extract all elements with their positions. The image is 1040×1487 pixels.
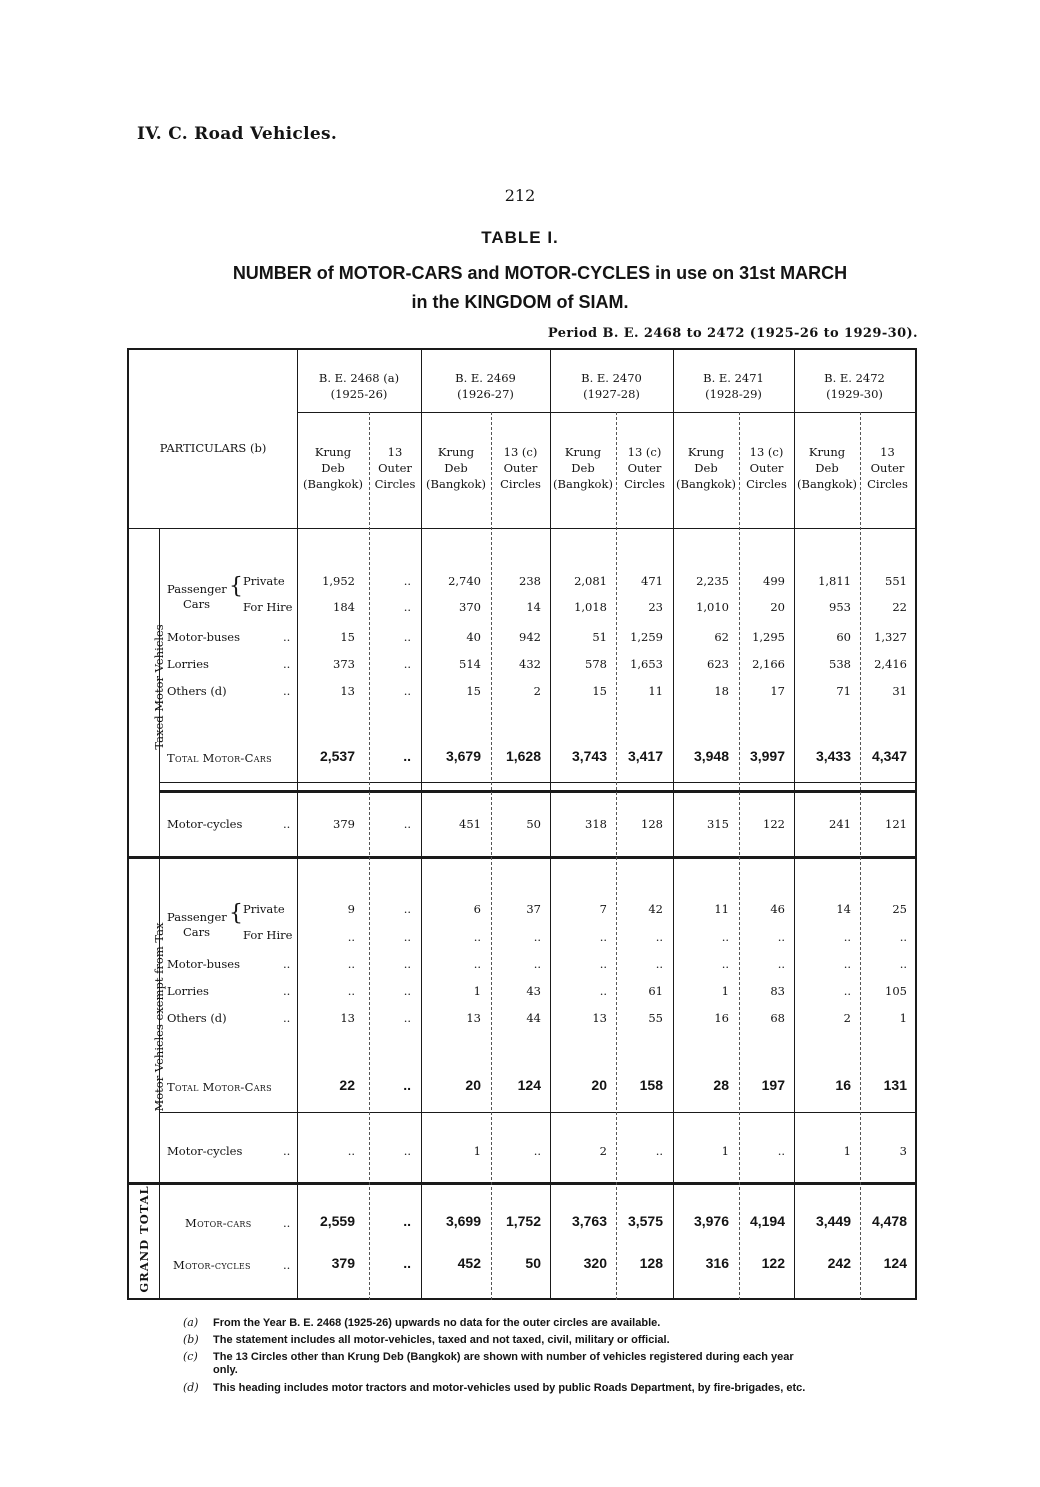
table-cell: .. xyxy=(721,957,729,971)
leader-dots: .. xyxy=(283,817,291,831)
row-label-total-motor-cars: Total Motor-Cars xyxy=(167,1080,272,1094)
table-cell: 13 xyxy=(592,1011,607,1025)
table-cell: 3,976 xyxy=(693,1213,729,1229)
table-cell: 3,417 xyxy=(627,748,663,764)
table-cell: 3,997 xyxy=(749,748,785,764)
table-cell: 37 xyxy=(526,902,541,916)
row-label-passenger: Passenger xyxy=(167,910,227,924)
table-cell: .. xyxy=(777,930,785,944)
table-cell: 15 xyxy=(340,630,355,644)
row-label-for-hire: For Hire xyxy=(243,928,293,942)
table-cell: 25 xyxy=(892,902,907,916)
table-cell: .. xyxy=(403,957,411,971)
subcol-header: Krung Deb (Bangkok) xyxy=(553,445,613,491)
table-cell: 238 xyxy=(519,574,541,588)
table-cell: 18 xyxy=(714,684,729,698)
table-cell: .. xyxy=(533,957,541,971)
table-cell: 1 xyxy=(721,1144,729,1158)
brace-icon: { xyxy=(229,901,243,926)
table-cell: .. xyxy=(655,957,663,971)
table-cell: 40 xyxy=(466,630,481,644)
table-cell: .. xyxy=(403,684,411,698)
group-label-exempt: Motor Vehicles exempt from Tax xyxy=(152,922,166,1112)
table-heading-line2: in the KINGDOM of SIAM. xyxy=(411,292,629,312)
col-rule xyxy=(369,412,370,1300)
table-cell: .. xyxy=(347,930,355,944)
table-cell: 1 xyxy=(473,984,481,998)
table-cell: 13 xyxy=(340,1011,355,1025)
table-cell: 60 xyxy=(836,630,851,644)
table-cell: 514 xyxy=(459,657,481,671)
table-cell: 61 xyxy=(648,984,663,998)
table-cell: .. xyxy=(533,930,541,944)
table-cell: .. xyxy=(403,630,411,644)
table-cell: 3,433 xyxy=(815,748,851,764)
table-cell: 242 xyxy=(827,1255,851,1271)
exempt-section-rule xyxy=(129,1182,915,1185)
table-cell: 4,347 xyxy=(871,748,907,764)
taxed-section-rule xyxy=(129,856,915,859)
row-label-motor-buses: Motor-buses xyxy=(167,630,241,644)
footnote: only. xyxy=(213,1364,238,1376)
table-cell: 3,763 xyxy=(571,1213,607,1229)
table-cell: 16 xyxy=(835,1077,851,1093)
table-cell: 315 xyxy=(707,817,729,831)
table-cell: 3,743 xyxy=(571,748,607,764)
table-cell: .. xyxy=(403,930,411,944)
col-rule xyxy=(491,412,492,1300)
row-label-lorries: Lorries xyxy=(167,984,209,998)
table-cell: 13 xyxy=(340,684,355,698)
table-cell: 15 xyxy=(466,684,481,698)
table-cell: 105 xyxy=(885,984,907,998)
section-title: IV. C. Road Vehicles. xyxy=(137,124,338,144)
table-cell: 122 xyxy=(761,1255,785,1271)
table-cell: .. xyxy=(899,930,907,944)
table-cell: 942 xyxy=(519,630,541,644)
row-label-motor-buses: Motor-buses xyxy=(167,957,241,971)
row-label-lorries: Lorries xyxy=(167,657,209,671)
table-cell: 2 xyxy=(843,1011,851,1025)
year-header-rule xyxy=(297,412,917,413)
table-cell: 2,081 xyxy=(574,574,607,588)
row-label-others: Others (d) xyxy=(167,684,227,698)
table-cell: 379 xyxy=(333,817,355,831)
table-cell: .. xyxy=(403,1255,411,1271)
table-cell: 184 xyxy=(333,600,355,614)
table-cell: 1,952 xyxy=(322,574,355,588)
table-cell: 538 xyxy=(829,657,851,671)
year-header: B. E. 2470 (1927-28) xyxy=(581,371,642,401)
table-cell: 22 xyxy=(892,600,907,614)
table-title: TABLE I. xyxy=(481,228,559,247)
table-cell: .. xyxy=(599,957,607,971)
table-cell: .. xyxy=(843,957,851,971)
subcol-header: 13 (c) Outer Circles xyxy=(624,445,665,491)
leader-dots: .. xyxy=(283,1144,291,1158)
table-cell: 1,018 xyxy=(574,600,607,614)
leader-dots: .. xyxy=(283,684,291,698)
table-cell: .. xyxy=(655,1144,663,1158)
row-label-cars: Cars xyxy=(183,597,211,611)
table-cell: 3,948 xyxy=(693,748,729,764)
table-cell: 44 xyxy=(526,1011,541,1025)
table-cell: 7 xyxy=(599,902,607,916)
table-cell: 316 xyxy=(705,1255,729,1271)
table-cell: .. xyxy=(403,984,411,998)
year-header: B. E. 2471 (1928-29) xyxy=(703,371,764,401)
group-label-taxed: Taxed Motor Vehicles xyxy=(152,624,166,750)
subcol-header: 13 Outer Circles xyxy=(374,445,416,491)
table-cell: .. xyxy=(403,902,411,916)
leader-dots: .. xyxy=(283,957,291,971)
table-cell: .. xyxy=(899,957,907,971)
leader-dots: .. xyxy=(283,657,291,671)
table-cell: 13 xyxy=(466,1011,481,1025)
subcol-header: Krung Deb (Bangkok) xyxy=(303,445,363,491)
row-label-grand-motor-cycles: Motor-cycles xyxy=(173,1258,251,1272)
table-cell: 2,416 xyxy=(874,657,907,671)
row-label-others: Others (d) xyxy=(167,1011,227,1025)
table-cell: .. xyxy=(777,957,785,971)
col-rule xyxy=(616,412,617,1300)
table-cell: 2,166 xyxy=(752,657,785,671)
subcol-header: Krung Deb (Bangkok) xyxy=(797,445,857,491)
table-cell: 15 xyxy=(592,684,607,698)
table-cell: 3,449 xyxy=(815,1213,851,1229)
table-cell: 953 xyxy=(829,600,851,614)
table-cell: 551 xyxy=(885,574,907,588)
table-cell: 1 xyxy=(843,1144,851,1158)
table-cell: 17 xyxy=(770,684,785,698)
table-cell: 31 xyxy=(892,684,907,698)
table-cell: 2 xyxy=(599,1144,607,1158)
table-cell: 1,327 xyxy=(874,630,907,644)
table-cell: .. xyxy=(533,1144,541,1158)
table-cell: 1,811 xyxy=(818,574,851,588)
table-cell: .. xyxy=(347,984,355,998)
table-cell: 241 xyxy=(829,817,851,831)
table-cell: .. xyxy=(403,817,411,831)
table-cell: 124 xyxy=(517,1077,541,1093)
table-cell: 122 xyxy=(763,817,785,831)
table-cell: .. xyxy=(403,748,411,764)
table-cell: 1 xyxy=(721,984,729,998)
table-cell: .. xyxy=(655,930,663,944)
table-cell: 50 xyxy=(526,817,541,831)
leader-dots: .. xyxy=(283,984,291,998)
row-label-private: Private xyxy=(243,902,285,916)
subcol-header: Krung Deb (Bangkok) xyxy=(676,445,736,491)
table-cell: 320 xyxy=(583,1255,607,1271)
footnote: (c) The 13 Circles other than Krung Deb (Bangkok) are shown with number of vehicles registered during each year xyxy=(183,1350,794,1363)
table-cell: 2,740 xyxy=(448,574,481,588)
table-cell: 28 xyxy=(713,1077,729,1093)
table-cell: 20 xyxy=(770,600,785,614)
table-cell: 128 xyxy=(639,1255,663,1271)
table-cell: 4,478 xyxy=(871,1213,907,1229)
table-cell: 23 xyxy=(648,600,663,614)
table-cell: 3,575 xyxy=(627,1213,663,1229)
leader-dots: .. xyxy=(283,1011,291,1025)
table-cell: 1,752 xyxy=(505,1213,541,1229)
table-cell: 46 xyxy=(770,902,785,916)
table-cell: 128 xyxy=(641,817,663,831)
year-header: B. E. 2472 (1929-30) xyxy=(824,371,885,401)
group-label-grand: GRAND TOTAL xyxy=(137,1185,151,1293)
table-cell: 20 xyxy=(465,1077,481,1093)
table-cell: 318 xyxy=(585,817,607,831)
table-cell: 158 xyxy=(639,1077,663,1093)
particulars-header: PARTICULARS (b) xyxy=(159,441,267,455)
table-cell: .. xyxy=(473,930,481,944)
table-cell: .. xyxy=(403,1144,411,1158)
row-label-motor-cycles: Motor-cycles xyxy=(167,817,243,831)
table-cell: .. xyxy=(843,984,851,998)
table-cell: 499 xyxy=(763,574,785,588)
exempt-total-rule xyxy=(159,1112,915,1113)
table-cell: 4,194 xyxy=(749,1213,785,1229)
row-label-total-motor-cars: Total Motor-Cars xyxy=(167,751,272,765)
table-cell: 2,235 xyxy=(696,574,729,588)
table-cell: 623 xyxy=(707,657,729,671)
table-cell: 373 xyxy=(333,657,355,671)
table-cell: .. xyxy=(721,930,729,944)
leader-dots: .. xyxy=(283,1258,291,1272)
leader-dots: .. xyxy=(283,1216,291,1230)
page-number: 212 xyxy=(504,186,536,205)
col-rule xyxy=(739,412,740,1300)
table-cell: 68 xyxy=(770,1011,785,1025)
table-cell: 1 xyxy=(899,1011,907,1025)
taxed-total-rule-double xyxy=(159,790,915,793)
table-cell: 452 xyxy=(457,1255,481,1271)
header-bottom-rule xyxy=(129,528,915,529)
brace-icon: { xyxy=(229,574,243,599)
table-cell: 43 xyxy=(526,984,541,998)
table-cell: .. xyxy=(403,574,411,588)
table-cell: 451 xyxy=(459,817,481,831)
row-label-for-hire: For Hire xyxy=(243,600,293,614)
table-cell: 51 xyxy=(592,630,607,644)
table-cell: 2,537 xyxy=(319,748,355,764)
subcol-header: 13 Outer Circles xyxy=(867,445,908,491)
row-label-cars: Cars xyxy=(183,925,211,939)
period-note: Period B. E. 2468 to 2472 (1925-26 to 1929-30). xyxy=(547,326,918,341)
table-cell: .. xyxy=(403,1213,411,1229)
table-cell: .. xyxy=(599,930,607,944)
table-heading-line1: NUMBER of MOTOR-CARS and MOTOR-CYCLES in use on 31st MARCH xyxy=(232,263,848,283)
table-cell: 22 xyxy=(339,1077,355,1093)
table-cell: 9 xyxy=(347,902,355,916)
table-cell: .. xyxy=(403,600,411,614)
table-cell: .. xyxy=(403,1077,411,1093)
table-cell: 83 xyxy=(770,984,785,998)
table-cell: 1 xyxy=(473,1144,481,1158)
table-cell: 124 xyxy=(883,1255,907,1271)
table-cell: 370 xyxy=(459,600,481,614)
table-cell: .. xyxy=(403,657,411,671)
table-cell: 62 xyxy=(714,630,729,644)
table-cell: 3,699 xyxy=(445,1213,481,1229)
table-cell: 1,653 xyxy=(630,657,663,671)
table-cell: 1,010 xyxy=(696,600,729,614)
table-cell: 2 xyxy=(533,684,541,698)
table-cell: 1,628 xyxy=(505,748,541,764)
table-cell: 42 xyxy=(648,902,663,916)
table-cell: 121 xyxy=(885,817,907,831)
table-cell: .. xyxy=(347,957,355,971)
table-cell: 2,559 xyxy=(319,1213,355,1229)
subcol-header: 13 (c) Outer Circles xyxy=(500,445,541,491)
year-header: B. E. 2469 (1926-27) xyxy=(455,371,516,401)
table-cell: .. xyxy=(473,957,481,971)
col-rule xyxy=(860,412,861,1300)
row-label-grand-motor-cars: Motor-cars xyxy=(185,1216,252,1230)
table-cell: 197 xyxy=(761,1077,785,1093)
row-label-motor-cycles: Motor-cycles xyxy=(167,1144,243,1158)
table-cell: 11 xyxy=(648,684,663,698)
statistics-table xyxy=(127,348,917,1300)
table-cell: 71 xyxy=(836,684,851,698)
footnote: (a) From the Year B. E. 2468 (1925-26) upwards no data for the outer circles are available. xyxy=(183,1316,661,1329)
table-cell: 11 xyxy=(714,902,729,916)
table-cell: 471 xyxy=(641,574,663,588)
table-cell: 6 xyxy=(473,902,481,916)
table-cell: 578 xyxy=(585,657,607,671)
row-label-passenger: Passenger xyxy=(167,582,227,596)
table-cell: 432 xyxy=(519,657,541,671)
table-cell: 379 xyxy=(331,1255,355,1271)
table-cell: 1,295 xyxy=(752,630,785,644)
table-cell: .. xyxy=(403,1011,411,1025)
subcol-header: 13 (c) Outer Circles xyxy=(746,445,787,491)
table-cell: .. xyxy=(777,1144,785,1158)
table-cell: .. xyxy=(347,1144,355,1158)
table-cell: 14 xyxy=(526,600,541,614)
table-cell: 50 xyxy=(525,1255,541,1271)
table-cell: .. xyxy=(843,930,851,944)
table-cell: 3,679 xyxy=(445,748,481,764)
table-cell: 16 xyxy=(714,1011,729,1025)
table-cell: .. xyxy=(599,984,607,998)
row-label-private: Private xyxy=(243,574,285,588)
table-cell: 20 xyxy=(591,1077,607,1093)
table-cell: 131 xyxy=(883,1077,907,1093)
taxed-total-rule xyxy=(159,782,915,783)
table-cell: 55 xyxy=(648,1011,663,1025)
table-cell: 1,259 xyxy=(630,630,663,644)
footnote: (b) The statement includes all motor-vehicles, taxed and not taxed, civil, military or official. xyxy=(183,1333,670,1346)
footnote: (d) This heading includes motor tractors and motor-vehicles used by public Roads Department, by fire-brigades, etc. xyxy=(183,1381,806,1394)
table-cell: 3 xyxy=(899,1144,907,1158)
table-cell: 14 xyxy=(836,902,851,916)
year-header: B. E. 2468 (a) (1925-26) xyxy=(318,371,400,401)
leader-dots: .. xyxy=(283,630,291,644)
subcol-header: Krung Deb (Bangkok) xyxy=(426,445,486,491)
